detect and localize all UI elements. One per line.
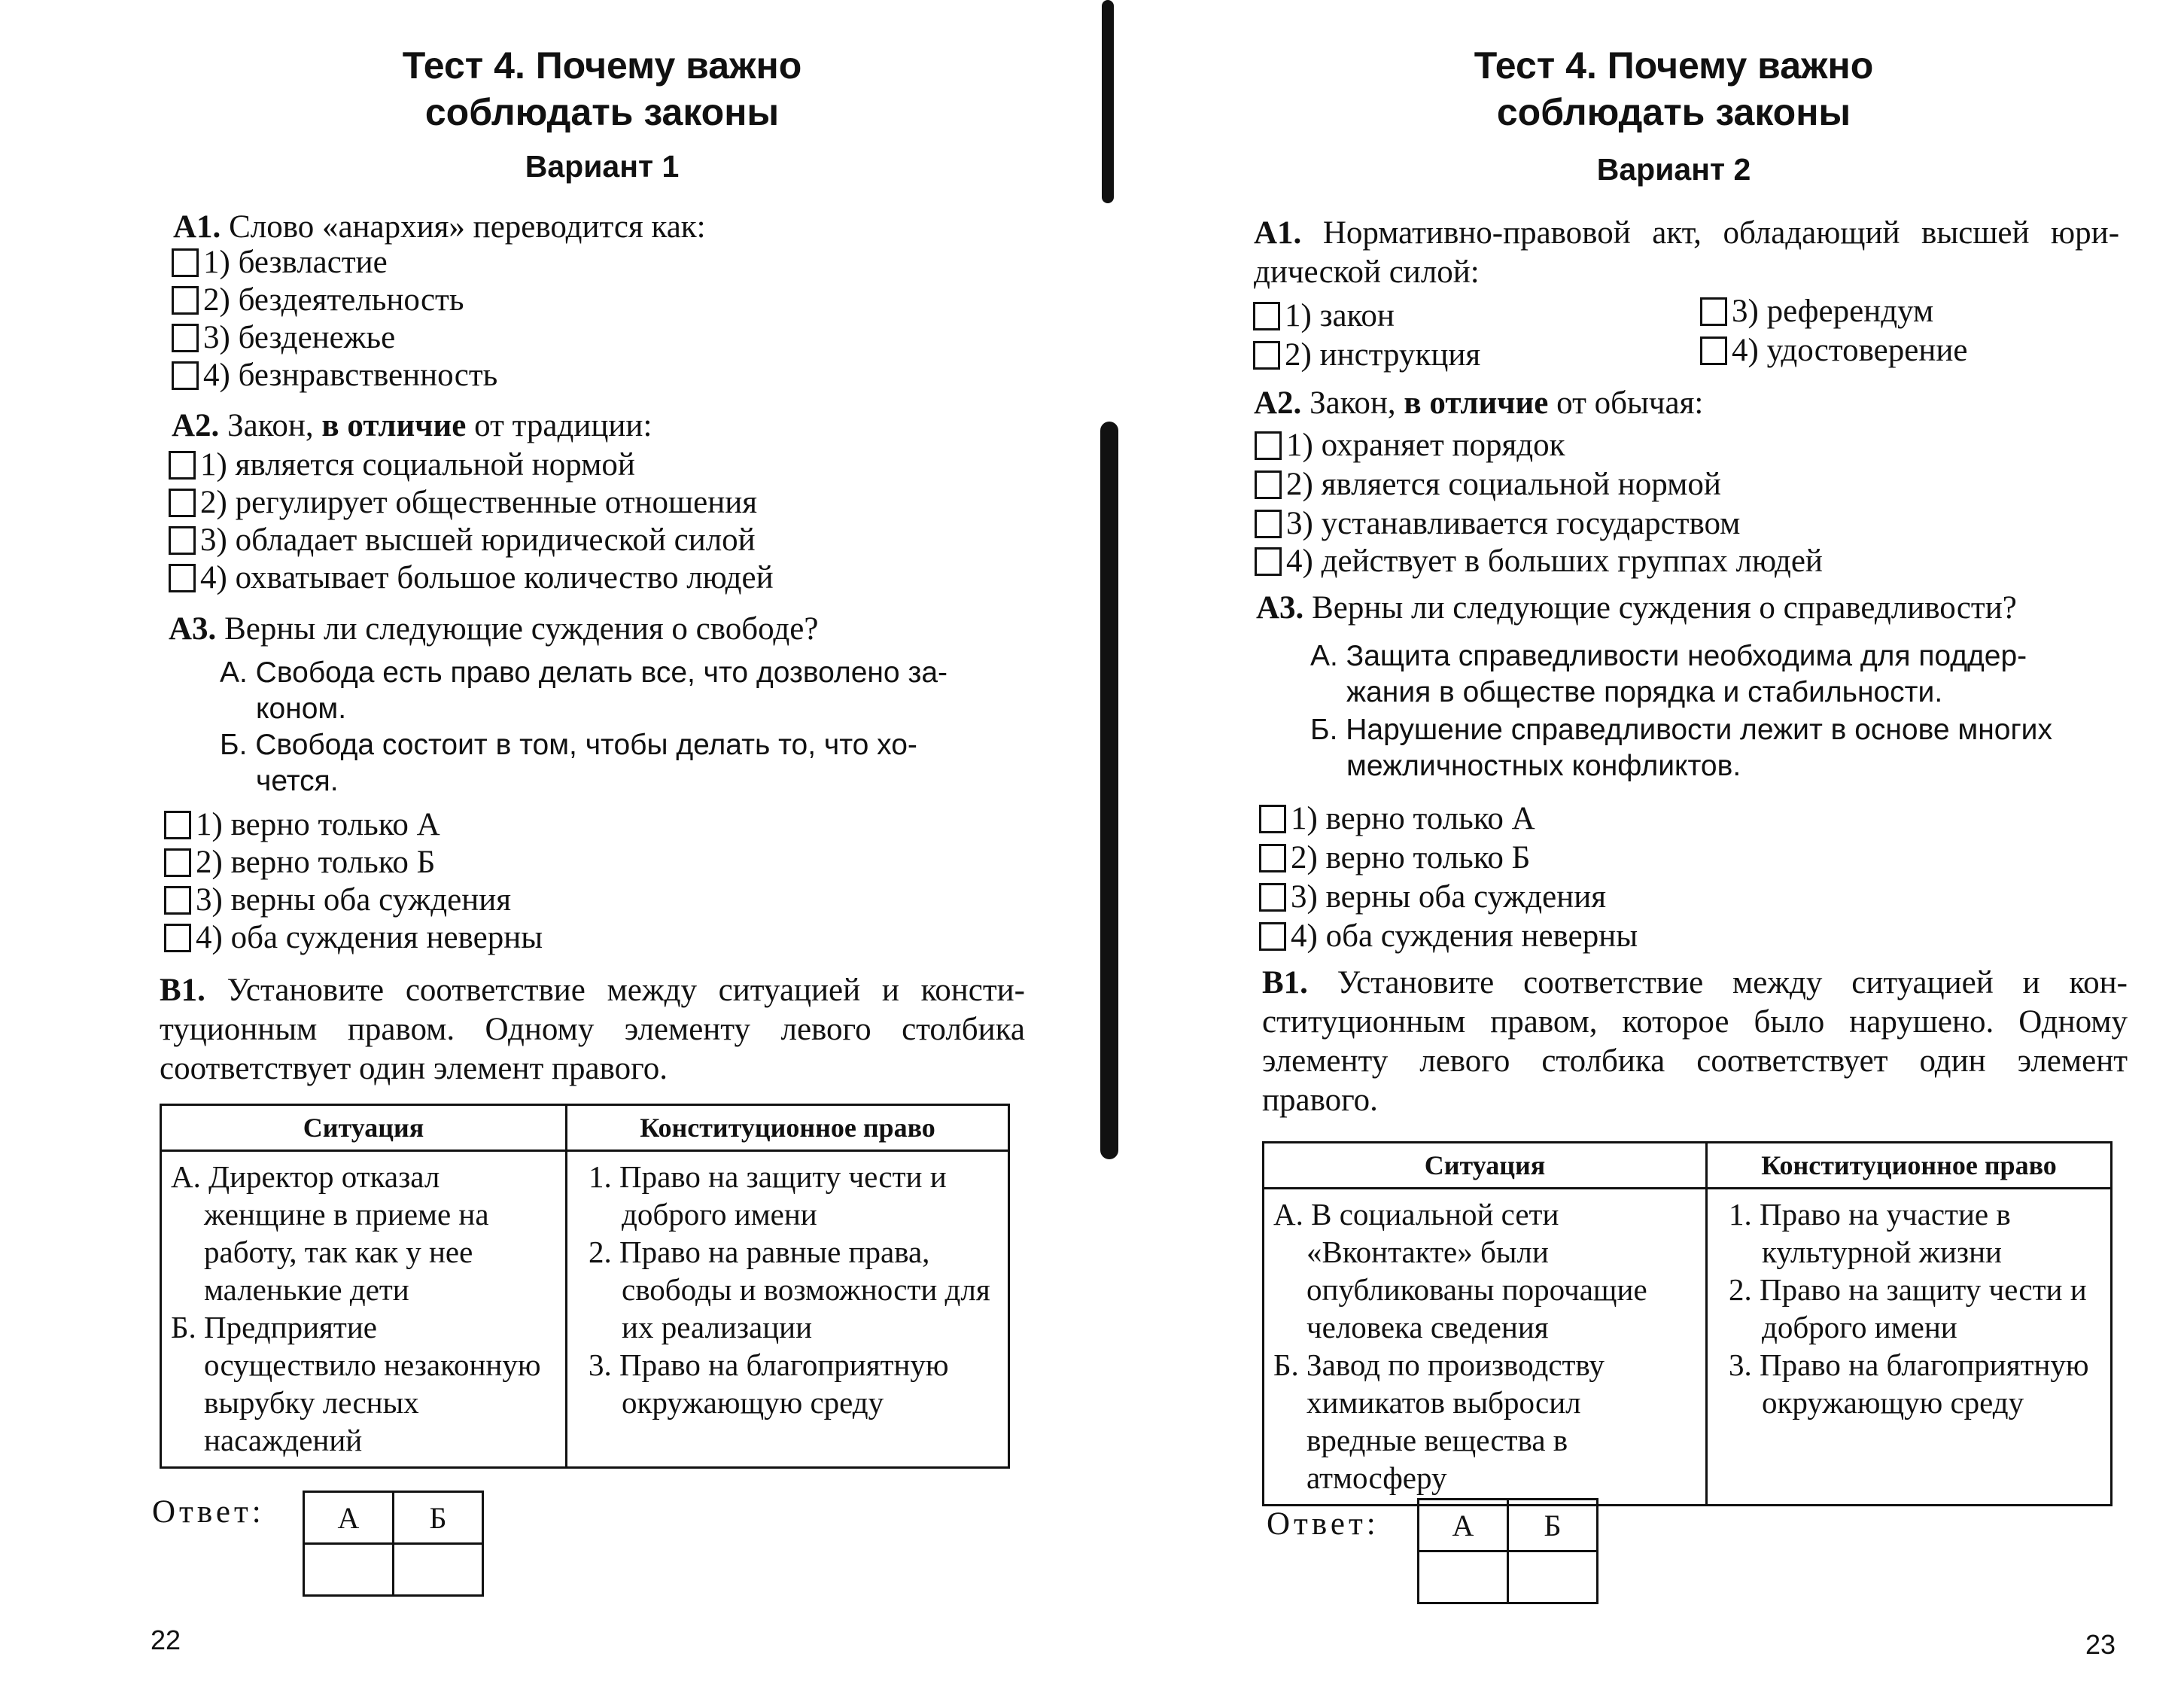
checkbox[interactable] <box>1259 883 1286 912</box>
question-a1: А1. Слово «анархия» переводится как: <box>173 209 706 245</box>
checkbox[interactable] <box>172 324 199 352</box>
page-number: 22 <box>151 1625 181 1655</box>
answer-option[interactable]: 4) охватывает большое количество людей <box>169 559 774 598</box>
checkbox[interactable] <box>1255 470 1282 499</box>
answer-label: Ответ: <box>152 1494 265 1530</box>
checkbox[interactable] <box>1259 844 1286 872</box>
right-3: 3. Право на благоприятную окружающую среду <box>589 1347 949 1420</box>
answer-option[interactable]: 4) удостоверение <box>1700 331 1967 370</box>
question-a2: А2. Закон, в отличие от обычая: <box>1254 385 1704 421</box>
checkbox[interactable] <box>169 489 196 517</box>
column-header-situation: Ситуация <box>161 1105 567 1151</box>
right-2: 2. Право на равные права, свободы и возможности для их реализации <box>589 1235 990 1344</box>
column-header-situation: Ситуация <box>1264 1143 1707 1189</box>
page-number: 23 <box>2085 1629 2116 1660</box>
answer-option[interactable]: 3) верны оба суждения <box>1259 878 1606 917</box>
answer-cell-b[interactable] <box>394 1544 483 1596</box>
answer-option[interactable]: 4) оба суждения неверны <box>164 918 543 958</box>
answer-grid <box>1417 1498 1598 1604</box>
rights-cell <box>567 1151 1009 1468</box>
matching-table <box>1262 1141 2113 1506</box>
statement-b: Б. Свобода состоит в том, чтобы делать то, что хо- чется. <box>220 729 917 797</box>
answer-option[interactable]: 2) является социальной нормой <box>1255 465 1721 504</box>
answer-header-a: А <box>304 1492 394 1544</box>
checkbox[interactable] <box>1259 805 1286 833</box>
column-header-right: Конституционное право <box>567 1105 1009 1151</box>
checkbox[interactable] <box>1700 336 1727 365</box>
answer-grid <box>303 1491 484 1597</box>
answer-option[interactable]: 2) бездеятельность <box>172 281 464 320</box>
answer-option[interactable]: 1) безвластие <box>172 243 388 282</box>
answer-option[interactable]: 3) устанавливается государством <box>1255 504 1740 544</box>
checkbox[interactable] <box>164 886 191 915</box>
checkbox[interactable] <box>164 924 191 952</box>
answer-option[interactable]: 1) является социальной нормой <box>169 446 635 485</box>
test-title: Тест 4. Почему важно соблюдать законы <box>1474 44 1874 133</box>
checkbox[interactable] <box>172 248 199 277</box>
answer-option[interactable]: 2) регулирует общественные отношения <box>169 483 757 522</box>
answer-option[interactable]: 3) безденежье <box>172 318 395 358</box>
answer-option[interactable]: 1) охраняет порядок <box>1255 426 1565 465</box>
question-a2: А2. Закон, в отличие от традиции: <box>172 408 652 443</box>
answer-cell-b[interactable] <box>1508 1551 1598 1603</box>
question-a3: А3. Верны ли следующие суждения о справедливости? <box>1256 590 2017 626</box>
answer-header-a: А <box>1419 1500 1508 1551</box>
checkbox[interactable] <box>1255 510 1282 538</box>
answer-cell-a[interactable] <box>1419 1551 1508 1603</box>
variant-label: Вариант 1 <box>525 149 680 184</box>
variant-label: Вариант 2 <box>1596 152 1751 187</box>
situation-b: Б. Завод по производству химикатов выбросил вредные вещества в атмосферу <box>1273 1347 1605 1495</box>
answer-option[interactable]: 1) закон <box>1253 297 1395 336</box>
test-title: Тест 4. Почему важно соблюдать законы <box>402 44 802 133</box>
situation-a: А. Директор отказал женщине в приеме на работу, так как у нее маленькие дети <box>171 1159 489 1307</box>
answer-option[interactable]: 1) верно только А <box>1259 799 1535 839</box>
answer-option[interactable]: 2) инструкция <box>1253 336 1480 375</box>
situations-cell <box>1264 1189 1707 1506</box>
checkbox[interactable] <box>169 564 196 592</box>
answer-option[interactable]: 2) верно только Б <box>1259 839 1530 878</box>
answer-option[interactable]: 4) действует в больших группах людей <box>1255 542 1823 581</box>
answer-header-b: Б <box>394 1492 483 1544</box>
answer-option[interactable]: 4) оба суждения неверны <box>1259 917 1638 956</box>
question-b1: В1. Установите соответствие между ситуацией и кон- ституционным правом, которое было нарушено. Одному элементу левого столбика соответствует один элемент правого. <box>1262 965 2128 1118</box>
situations-cell <box>161 1151 567 1468</box>
answer-option[interactable]: 1) верно только А <box>164 805 440 845</box>
right-2: 2. Право на защиту чести и доброго имени <box>1729 1272 2087 1344</box>
right-3: 3. Право на благоприятную окружающую среду <box>1729 1347 2089 1420</box>
checkbox[interactable] <box>1700 297 1727 326</box>
statement-b: Б. Нарушение справедливости лежит в основе многих межличностных конфликтов. <box>1310 714 2052 782</box>
right-1: 1. Право на участие в культурной жизни <box>1729 1197 2011 1269</box>
situation-a: А. В социальной сети «Вконтакте» были опубликованы порочащие человека сведения <box>1273 1197 1647 1344</box>
answer-header-b: Б <box>1508 1500 1598 1551</box>
rights-cell <box>1707 1189 2112 1506</box>
checkbox[interactable] <box>1255 547 1282 576</box>
right-page <box>1092 0 2184 1690</box>
checkbox[interactable] <box>169 526 196 555</box>
answer-option[interactable]: 2) верно только Б <box>164 843 435 882</box>
answer-option[interactable]: 4) безнравственность <box>172 356 497 395</box>
answer-option[interactable]: 3) верны оба суждения <box>164 881 511 920</box>
checkbox[interactable] <box>172 286 199 315</box>
column-header-right: Конституционное право <box>1707 1143 2112 1189</box>
checkbox[interactable] <box>164 811 191 839</box>
right-1: 1. Право на защиту чести и доброго имени <box>589 1159 947 1232</box>
checkbox[interactable] <box>164 848 191 877</box>
question-a1: А1. Нормативно-правовой акт, обладающий высшей юри- дической силой: <box>1254 215 2120 290</box>
checkbox[interactable] <box>1253 302 1280 330</box>
answer-option[interactable]: 3) обладает высшей юридической силой <box>169 521 756 560</box>
question-b1: В1. Установите соответствие между ситуацией и консти- туционным правом. Одному элементу левого столбика соответствует один элемент правого. <box>160 973 1026 1086</box>
statement-a: А. Защита справедливости необходима для поддер- жания в обществе порядка и стабильности. <box>1310 640 2027 708</box>
answer-label: Ответ: <box>1267 1506 1379 1542</box>
matching-table <box>160 1104 1010 1469</box>
checkbox[interactable] <box>169 451 196 480</box>
answer-option[interactable]: 3) референдум <box>1700 292 1933 331</box>
question-a3: А3. Верны ли следующие суждения о свободе? <box>169 611 819 647</box>
checkbox[interactable] <box>1255 431 1282 460</box>
checkbox[interactable] <box>1253 341 1280 370</box>
statement-a: А. Свобода есть право делать все, что дозволено за- коном. <box>220 656 948 725</box>
answer-cell-a[interactable] <box>304 1544 394 1596</box>
checkbox[interactable] <box>172 361 199 390</box>
situation-b: Б. Предприятие осуществило незаконную вырубку лесных насаждений <box>171 1310 541 1457</box>
checkbox[interactable] <box>1259 922 1286 951</box>
